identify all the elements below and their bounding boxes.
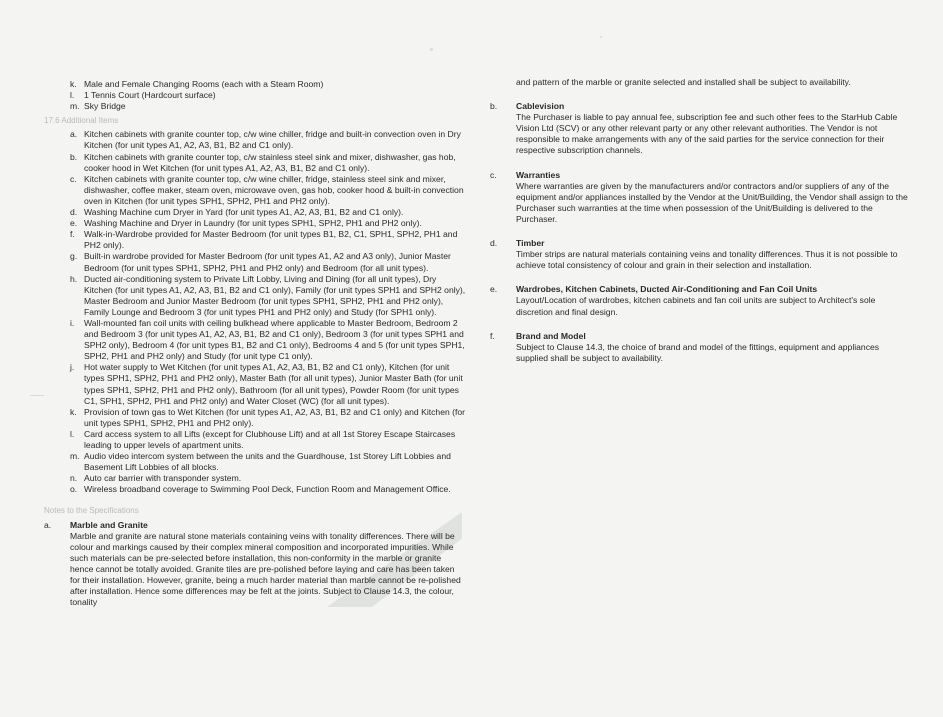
list-marker: j. — [70, 362, 75, 373]
note-item — [490, 331, 910, 364]
list-marker: m. — [70, 101, 80, 112]
list-text: Hot water supply to Wet Kitchen (for unit types A1, A2, A3, B1, B2 and C1 only), Kitchen (for unit types SPH1, SPH2, PH1 and PH2 only), Master Bath (for all unit types), Junior Master Bath (for unit types SPH1, SPH2, PH1 and PH2 only), Bathroom (for all unit types), Powder Room (for unit types C1, SPH1, SPH2, PH1 and PH2 only) and Water Closet (WC) (for all unit types). — [84, 362, 463, 406]
note-body: The Purchaser is liable to pay annual fee, subscription fee and such other fees to the StarHub Cable Vision Ltd (SCV) or any other relevant party or any other relevant authorities. The Vendor is not responsible to make arrangements with any of the said parties for the service connection for their respective subscription channels. — [516, 112, 898, 156]
list-item — [70, 362, 466, 406]
list-item — [70, 129, 466, 151]
list-marker: a. — [70, 129, 78, 140]
note-marker: d. — [490, 238, 498, 249]
list-item — [70, 473, 466, 484]
list-text: Washing Machine and Dryer in Laundry (for unit types SPH1, SPH2, PH1 and PH2 only). — [84, 218, 422, 229]
note-marker: e. — [490, 284, 498, 295]
list-text: Wireless broadband coverage to Swimming Pool Deck, Function Room and Management Office. — [84, 484, 451, 495]
list-marker: n. — [70, 473, 78, 484]
list-text: Ducted air-conditioning system to Private Lift Lobby, Living and Dining (for all unit types), Dry Kitchen (for unit types A1, A2, A3, B1, B2 and C1 only), Family (for unit types SPH1 and SPH2 only), Master Bedroom and Junior Master Bedroom (for unit types SPH1, SPH2, PH1 and PH2 only), Family Lounge and Bedroom 3 (for unit types PH1 and PH2 only) and Study (for SPH1 only). — [84, 273, 466, 317]
note-item — [490, 101, 910, 156]
scan-speck — [600, 36, 602, 38]
note-marker: a. — [44, 519, 52, 530]
list-marker: b. — [70, 151, 78, 162]
list-item — [70, 101, 466, 112]
list-item — [70, 90, 466, 101]
list-marker: f. — [70, 229, 75, 240]
additional-items-list — [70, 129, 466, 495]
list-item — [70, 218, 466, 229]
note-continuation: and pattern of the marble or granite selected and installed shall be subject to availability. — [516, 77, 851, 87]
list-text: Wall-mounted fan coil units with ceiling bulkhead where applicable to Master Bedroom, Bedroom 2 and Bedroom 3 (for unit types A1, A2, A3, B1, B2 and C1 only), Bedroom 3 (for unit types SPH1 and SPH2 only), Bedroom 4 (for unit types B1, B2 and C1 only), Bedrooms 4 and 5 (for unit types SPH1, SPH2, PH1 and PH2 only) and Study (for unit type C1 only). — [84, 317, 465, 362]
note-body: Marble and granite are natural stone materials containing veins with tonality differences. There will be colour and markings caused by their complex mineral composition and incorporated impurities. While such materials can be pre-selected before installation, this non-conformity in the marble or granite hence cannot be totally avoided. Granite tiles are pre-polished before laying and care has been taken for their installation. However, granite, being a much harder material than marble cannot be re-polished after installation. Hence some differences may be felt at the joints. Subject to Clause 14.3, the colour, tonality — [70, 530, 461, 608]
note-title: Marble and Granite — [70, 519, 148, 530]
list-text: Sky Bridge — [84, 101, 126, 112]
list-text: Kitchen cabinets with granite counter top, c/w stainless steel sink and mixer, dishwasher, gas hob, cooker hood in Wet Kitchen (for unit types A1, A2, A3, B1, B2 and C1 only). — [84, 151, 456, 173]
list-text: 1 Tennis Court (Hardcourt surface) — [84, 90, 216, 101]
list-text: Built-in wardrobe provided for Master Bedroom (for unit types A1, A2 and A3 only), Junior Master Bedroom (for unit types SPH1, SPH2, PH1 and PH2 only) and Bedroom (for all unit types). — [84, 251, 451, 273]
list-item — [70, 318, 466, 362]
note-item — [490, 170, 910, 225]
note-heading — [490, 170, 910, 181]
note-heading — [44, 520, 466, 531]
list-item — [70, 152, 466, 174]
list-text: Provision of town gas to Wet Kitchen (for unit types A1, A2, A3, B1, B2 and C1 only) and Kitchen (for unit types SPH1, SPH2, PH1 and PH2 only). — [84, 406, 466, 428]
note-title: Warranties — [516, 169, 561, 180]
list-marker: o. — [70, 484, 78, 495]
section-heading-notes: Notes to the Specifications — [44, 506, 139, 516]
note-heading — [490, 331, 910, 342]
list-text: Male and Female Changing Rooms (each with a Steam Room) — [84, 79, 324, 89]
list-item — [70, 484, 466, 495]
facility-list — [70, 79, 466, 112]
list-item — [70, 407, 466, 429]
list-text: Auto car barrier with transponder system. — [84, 473, 242, 484]
note-body: Timber strips are natural materials containing veins and tonality differences. Thus it is not possible to achieve total consistency of colour and grain in their selection and installation. — [516, 249, 898, 271]
right-column — [490, 77, 910, 377]
list-item — [70, 251, 466, 273]
list-item — [70, 207, 466, 218]
note-item — [490, 284, 910, 317]
note-marker: c. — [490, 169, 497, 180]
note-heading — [490, 284, 910, 295]
list-marker: g. — [70, 251, 78, 262]
note-body: Subject to Clause 14.3, the choice of brand and model of the fittings, equipment and appliances supplied shall be subject to availability. — [516, 341, 880, 363]
note-title: Brand and Model — [516, 330, 586, 341]
list-item — [70, 451, 466, 473]
scan-speck — [430, 48, 433, 51]
list-marker: i. — [70, 317, 75, 328]
list-marker: e. — [70, 218, 78, 229]
note-marker: f. — [490, 330, 495, 341]
list-text: Kitchen cabinets with granite counter top, c/w wine chiller, fridge, stainless steel sink and mixer, dishwasher, coffee maker, steam oven, microwave oven, gas hob, cooker hood & built-in convection oven in Kitchen (for unit types SPH1, SPH2, PH1 and PH2 only). — [84, 173, 464, 206]
list-marker: k. — [70, 406, 77, 417]
list-marker: d. — [70, 207, 78, 218]
list-item — [70, 429, 466, 451]
notes-list — [490, 101, 910, 364]
list-text: Audio video intercom system between the units and the Guardhouse, 1st Storey Lift Lobbies and Basement Lift Lobbies of all blocks. — [84, 451, 451, 473]
list-text: Card access system to all Lifts (except for Clubhouse Lift) and at all 1st Storey Escape Staircases leading to upper levels of apartment units. — [84, 428, 456, 450]
section-heading-additional-items: 17.6 Additional Items — [44, 116, 119, 126]
note-item — [490, 238, 910, 271]
note-heading — [490, 238, 910, 249]
note-title: Wardrobes, Kitchen Cabinets, Ducted Air-Conditioning and Fan Coil Units — [516, 284, 818, 295]
list-text: Kitchen cabinets with granite counter top, c/w wine chiller, fridge and built-in convection oven in Dry Kitchen (for unit types A1, A2, A3, B1, B2 and C1 only). — [84, 129, 461, 151]
list-text: Walk-in-Wardrobe provided for Master Bedroom (for unit types B1, B2, C1, SPH1, SPH2, PH1 and PH2 only). — [84, 229, 458, 251]
list-item — [70, 174, 466, 207]
list-item — [70, 274, 466, 318]
note-title: Timber — [516, 238, 545, 249]
list-marker: c. — [70, 173, 77, 184]
list-marker: m. — [70, 451, 80, 462]
list-text: Washing Machine cum Dryer in Yard (for unit types A1, A2, A3, B1, B2 and C1 only). — [84, 207, 404, 218]
note-marker: b. — [490, 101, 498, 112]
note-body: Where warranties are given by the manufacturers and/or contractors and/or suppliers of any of the equipment and/or appliances installed by the Vendor at the Unit/Building, the Vendor shall assign to the Purchaser such warranties at the time when possession of the Unit/Building is delivered to the Purchaser. — [516, 180, 908, 224]
list-item — [70, 79, 466, 90]
note-body: Layout/Location of wardrobes, kitchen cabinets and fan coil units are subject to Architect's sole discretion and final design. — [516, 295, 876, 317]
list-marker: k. — [70, 79, 77, 89]
left-column — [44, 79, 466, 608]
list-item — [70, 229, 466, 251]
list-marker: h. — [70, 273, 78, 284]
note-marble-granite — [44, 520, 466, 609]
note-heading — [490, 101, 910, 112]
scan-speck — [30, 395, 44, 396]
note-title: Cablevision — [516, 101, 565, 112]
list-marker: l. — [70, 90, 75, 101]
list-marker: l. — [70, 428, 75, 439]
